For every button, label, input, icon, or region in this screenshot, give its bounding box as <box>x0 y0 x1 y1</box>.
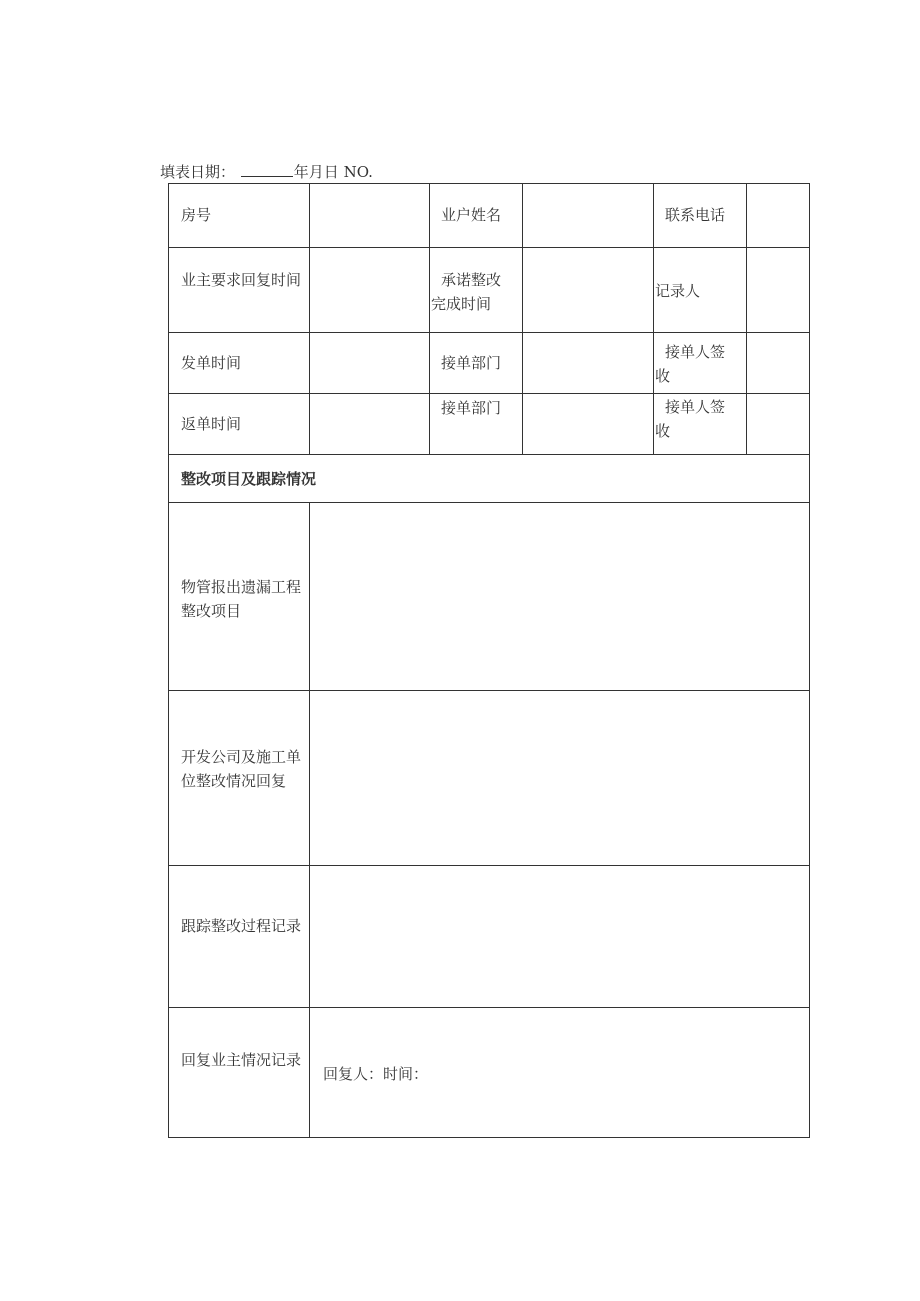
phone-value-cell[interactable] <box>746 183 810 248</box>
room-number-label: 房号 <box>181 206 212 224</box>
developer-reply-content-cell[interactable] <box>309 690 810 866</box>
date-suffix: 年月日 <box>293 163 339 181</box>
owner-name-label-cell <box>429 183 523 248</box>
receiver-sign-label-cell <box>653 332 747 394</box>
owner-name-value-cell[interactable] <box>522 183 654 248</box>
tracking-record-label-cell <box>168 865 310 1008</box>
return-time-label-cell <box>168 393 310 455</box>
phone-label: 联系电话 <box>665 206 726 224</box>
receiving-dept-label-cell <box>429 332 523 394</box>
return-receiver-sign-label-cell <box>653 393 747 455</box>
tracking-record-label: 跟踪整改过程记录 <box>181 917 302 935</box>
room-number-label-cell <box>168 183 310 248</box>
date-blank[interactable] <box>241 162 293 177</box>
return-time-value-cell[interactable] <box>309 393 430 455</box>
return-time-label: 返单时间 <box>181 415 242 433</box>
dispatch-time-value-cell[interactable] <box>309 332 430 394</box>
owner-reply-content-cell[interactable] <box>309 1007 810 1138</box>
reply-time-label: 业主要求回复时间 <box>181 271 302 289</box>
fill-date-line <box>160 162 373 182</box>
section-title: 整改项目及跟踪情况 <box>181 470 317 488</box>
fill-date-label: 填表日期： <box>160 163 236 181</box>
return-dept-label: 接单部门 <box>441 399 502 417</box>
tracking-record-content-cell[interactable] <box>309 865 810 1008</box>
return-receiver-sign-label: 接单人签收 <box>655 398 726 440</box>
completion-time-label: 承诺整改完成时间 <box>431 271 502 313</box>
dispatch-time-label: 发单时间 <box>181 354 242 372</box>
receiving-dept-label: 接单部门 <box>441 354 502 372</box>
reply-time-value-cell[interactable] <box>309 247 430 333</box>
owner-name-label: 业户姓名 <box>441 206 502 224</box>
reply-time-label-cell <box>168 247 310 333</box>
missing-items-content-cell[interactable] <box>309 502 810 691</box>
developer-reply-label-cell <box>168 690 310 866</box>
developer-reply-label: 开发公司及施工单位整改情况回复 <box>181 748 302 790</box>
receiving-dept-value-cell[interactable] <box>522 332 654 394</box>
dispatch-time-label-cell <box>168 332 310 394</box>
room-number-value-cell[interactable] <box>309 183 430 248</box>
missing-items-label: 物管报出遗漏工程整改项目 <box>181 578 302 620</box>
return-dept-value-cell[interactable] <box>522 393 654 455</box>
missing-items-label-cell <box>168 502 310 691</box>
return-dept-label-cell <box>429 393 523 455</box>
receiver-sign-label: 接单人签收 <box>655 343 726 385</box>
replier-time-line: 回复人：时间： <box>323 1065 429 1083</box>
return-receiver-sign-value-cell[interactable] <box>746 393 810 455</box>
number-label: NO. <box>343 163 373 181</box>
owner-reply-label-cell <box>168 1007 310 1138</box>
phone-label-cell <box>653 183 747 248</box>
owner-reply-label: 回复业主情况记录 <box>181 1051 302 1069</box>
receiver-sign-value-cell[interactable] <box>746 332 810 394</box>
recorder-value-cell[interactable] <box>746 247 810 333</box>
completion-time-label-cell <box>429 247 523 333</box>
recorder-label: 记录人 <box>655 282 701 300</box>
completion-time-value-cell[interactable] <box>522 247 654 333</box>
recorder-label-cell <box>653 247 747 333</box>
section-title-cell <box>168 454 810 503</box>
